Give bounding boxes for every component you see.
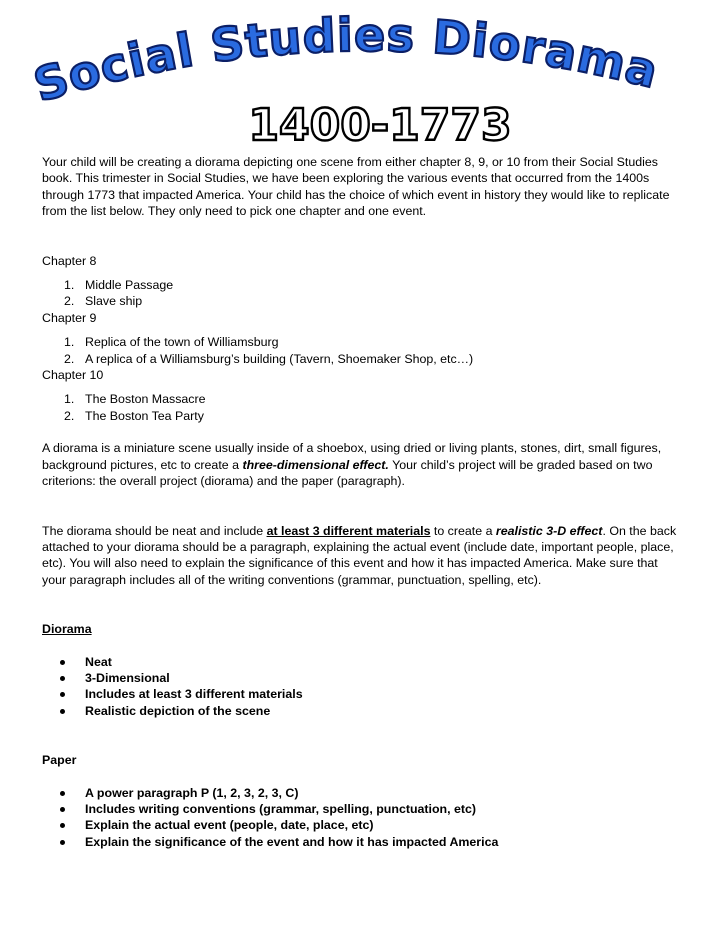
title-years: 1400-1773 (248, 100, 512, 150)
chapter-8-list (42, 277, 682, 310)
diorama-criteria-list (42, 654, 682, 720)
three-dimensional-emphasis: three-dimensional effect. (242, 457, 389, 472)
list-item: Neat (42, 654, 682, 670)
list-item: A power paragraph P (1, 2, 3, 2, 3, C) (42, 785, 682, 801)
requirements-paragraph: The diorama should be neat and include at least 3 different materials to create a realistic 3-D effect. On the back attached to your diorama should be a paragraph, explaining the actual event (include date, important people, place, etc). You will also need to explain the significance of this event and how it has impacted America. Make sure that your paragraph includes all of the writing conventions (grammar, punctuation, spelling, etc). (42, 523, 677, 587)
paper-heading: Paper (42, 753, 77, 768)
bullet-icon (60, 692, 65, 697)
bullet-icon (60, 823, 65, 828)
list-item: 1. The Boston Massacre (64, 392, 206, 407)
materials-emphasis: at least 3 different materials (266, 523, 431, 538)
list-item: Includes at least 3 different materials (42, 686, 682, 702)
chapter-10-list (42, 391, 682, 424)
bullet-icon (60, 660, 65, 665)
chapter-9-list (42, 334, 682, 367)
list-item: Includes writing conventions (grammar, spelling, punctuation, etc) (42, 801, 682, 817)
list-item: Explain the actual event (people, date, place, etc) (42, 817, 682, 833)
bullet-icon (60, 807, 65, 812)
intro-paragraph: Your child will be creating a diorama depicting one scene from either chapter 8, 9, or 10 from their Social Studies book. This trimester in Social Studies, we have been exploring the various events that occurred from the 1400s through 1773 that impacted America. Your child has the choice of which event in history they would like to replicate from the list below. They only need to pick one chapter and one event. (42, 155, 670, 219)
list-item: 2. The Boston Tea Party (64, 408, 204, 423)
main-title: Social Studies Diorama (27, 7, 665, 113)
letter-body (42, 154, 682, 850)
title-art (0, 0, 728, 150)
list-item: 2. Slave ship (64, 294, 143, 309)
bullet-icon (60, 676, 65, 681)
list-item: Explain the significance of the event and how it has impacted America (42, 834, 682, 850)
list-item: 3-Dimensional (42, 670, 682, 686)
paper-criteria-list (42, 785, 682, 851)
bullet-icon (60, 791, 65, 796)
bullet-icon (60, 840, 65, 845)
chapter-9-label: Chapter 9 (42, 310, 97, 325)
chapter-8-label: Chapter 8 (42, 253, 97, 268)
diorama-heading: Diorama (42, 622, 92, 637)
list-item: Realistic depiction of the scene (42, 703, 682, 719)
bullet-icon (60, 709, 65, 714)
realistic-3d-emphasis: realistic 3-D effect (495, 523, 603, 538)
list-item: 1. Replica of the town of Williamsburg (64, 335, 279, 350)
list-item: 1. Middle Passage (64, 278, 174, 293)
list-item: 2. A replica of a Williamsburg’s building (Tavern, Shoemaker Shop, etc…) (64, 351, 474, 366)
chapter-10-label: Chapter 10 (42, 368, 104, 383)
definition-paragraph: A diorama is a miniature scene usually inside of a shoebox, using dried or living plants, stones, dirt, small figures, background pictures, etc to create a three-dimensional effect. Your child’s project will be graded based on two criterions: the overall project (diorama) and the paper (paragraph). (42, 441, 662, 489)
